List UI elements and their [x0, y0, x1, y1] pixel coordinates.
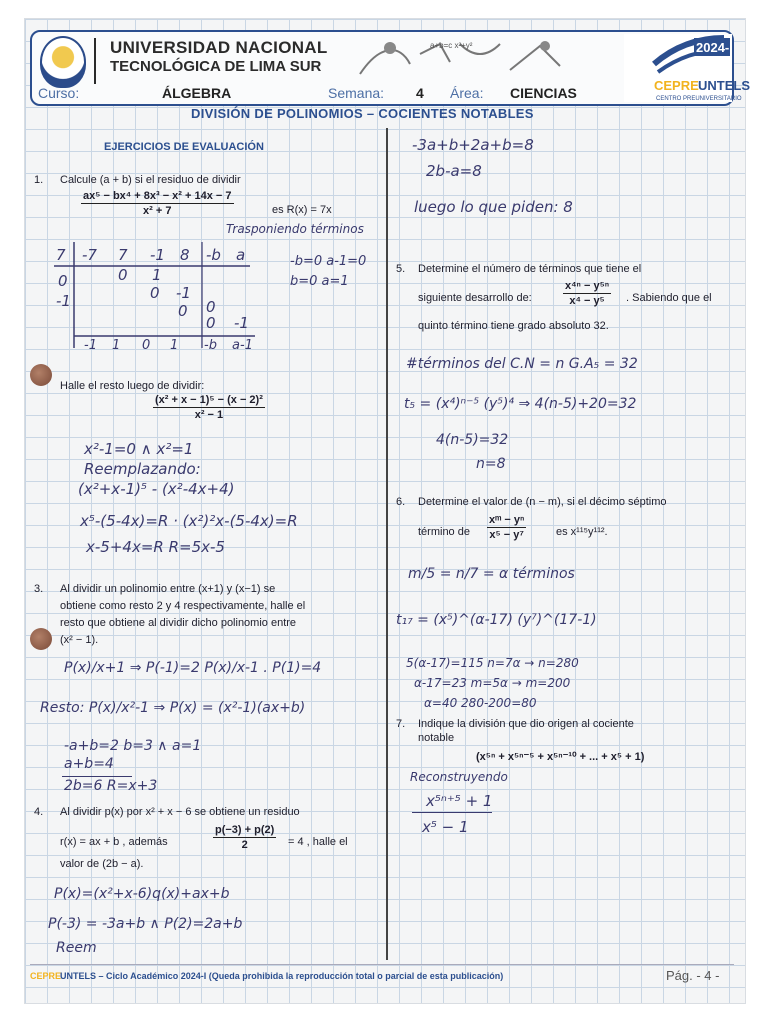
- page-footer: [30, 964, 734, 988]
- frac-den: x⁵ − y⁷: [489, 529, 524, 541]
- problem-6-line2a: término de: [418, 526, 470, 538]
- svg-text:a+b=c x²+y²: a+b=c x²+y²: [430, 41, 473, 50]
- problem-7-line1: Indique la división que dio origen al cociente: [418, 718, 634, 730]
- hw-p2-line: x-5+4x=R R=5x-5: [86, 538, 225, 556]
- course-info-row: [32, 84, 632, 104]
- footer-brand-prefix: CEPRE: [30, 971, 62, 981]
- hw-p2-line: Reemplazando:: [84, 460, 201, 478]
- frac-num: (x² + x − 1)⁵ − (x − 2)²: [155, 394, 263, 406]
- frac-num: ax⁵ − bx⁴ + 8x³ − x² + 14x − 7: [83, 190, 232, 202]
- hw-p6-line: m/5 = n/7 = α términos: [408, 566, 575, 582]
- footer-text: UNTELS – Ciclo Académico 2024-I (Queda prohibida la reproducción total o parcial de esta publicación): [60, 971, 504, 981]
- horner-cell: 0: [206, 314, 216, 332]
- hw-p4-line: Reem: [56, 940, 97, 956]
- problem-1-text: Calcule (a + b) si el residuo de dividir: [60, 174, 241, 186]
- area-value: CIENCIAS: [510, 85, 577, 101]
- hw-p3-line: Resto: P(x)/x²-1 ⇒ P(x) = (x²-1)(ax+b): [40, 700, 306, 716]
- university-name-line2: TECNOLÓGICA DE LIMA SUR: [110, 58, 322, 75]
- hw-p1-eq2: b=0 a=1: [290, 274, 349, 289]
- problem-3-line: resto que obtiene al dividir dicho polinomio entre: [60, 617, 297, 629]
- hw-right-line: -3a+b+2a+b=8: [412, 136, 534, 154]
- problem-4-number: 4.: [34, 806, 44, 818]
- horner-result: a-1: [232, 338, 253, 353]
- horner-cell: -1: [234, 314, 249, 332]
- frac-num: xᵐ − yⁿ: [489, 514, 525, 526]
- svg-text:CEPRE: CEPRE: [654, 78, 699, 93]
- hw-p1-eq1: -b=0 a-1=0: [290, 254, 367, 269]
- hw-p7-denominator: x⁵ − 1: [422, 818, 469, 836]
- problem-5-number: 5.: [396, 263, 406, 275]
- header-divider: [94, 38, 96, 84]
- hw-p3-line: -a+b=2 b=3 ∧ a=1: [64, 738, 202, 754]
- problem-6-line1: Determine el valor de (n − m), si el décimo séptimo: [418, 496, 667, 508]
- hw-p6-line: α=40 280-200=80: [424, 696, 537, 710]
- frac-den: 2: [241, 839, 248, 851]
- frac-num: x⁴ⁿ − y⁵ⁿ: [565, 280, 610, 292]
- hw-p5-line: 4(n-5)=32: [436, 432, 509, 448]
- math-sketch-illustration: [350, 34, 590, 80]
- problem-3-number: 3.: [34, 583, 44, 595]
- page-number: Pág. - 4 -: [666, 968, 720, 983]
- hw-p3-line: P(x)/x+1 ⇒ P(-1)=2 P(x)/x-1 . P(1)=4: [64, 660, 322, 676]
- problem-5-line3: quinto término tiene grado absoluto 32.: [418, 320, 609, 332]
- horner-cell: 7: [118, 246, 128, 264]
- hw-p4-line: P(x)=(x²+x-6)q(x)+ax+b: [54, 886, 230, 902]
- problem-5-fraction: [560, 280, 614, 307]
- course-label: Curso:: [38, 85, 80, 101]
- frac-den: x² + 7: [143, 205, 172, 217]
- horner-result: -1: [84, 338, 97, 353]
- problem-4-line2b: = 4 , halle el: [288, 836, 348, 848]
- problem-1-number: 1.: [34, 174, 44, 186]
- hw-p7-line: Reconstruyendo: [410, 770, 508, 784]
- horner-cell: -b: [206, 246, 221, 264]
- problem-4-line2a: r(x) = ax + b , además: [60, 836, 168, 848]
- problem-5-line2b: . Sabiendo que el: [626, 292, 712, 304]
- problem-7-number: 7.: [396, 718, 406, 730]
- problem-2-text: Halle el resto luego de dividir:: [60, 380, 205, 392]
- week-value: 4: [416, 85, 424, 101]
- problem-5-line1: Determine el número de términos que tiene el: [418, 263, 642, 275]
- horner-cell: 0: [150, 284, 160, 302]
- horner-cell: -1: [176, 284, 191, 302]
- hw-p2-line: x²-1=0 ∧ x²=1: [84, 440, 194, 458]
- hw-p6-line: α-17=23 m=5α → m=200: [414, 676, 571, 690]
- problem-5-line2a: siguiente desarrollo de:: [418, 292, 532, 304]
- header-banner: [30, 30, 750, 106]
- frac-den: x² − 1: [194, 409, 224, 421]
- problem-7-line2: notable: [418, 732, 455, 744]
- horner-result: 1: [112, 338, 121, 353]
- horner-cell: -1: [150, 246, 165, 264]
- horner-cell: 0: [178, 302, 188, 320]
- hw-p3-line: a+b=4: [64, 756, 114, 772]
- horner-cell: 0: [206, 298, 216, 316]
- hw-right-line: 2b-a=8: [426, 162, 482, 180]
- problem-1-fraction: [78, 190, 237, 217]
- hole-punch-dot: [30, 628, 52, 650]
- horner-cell: -1: [56, 292, 71, 310]
- document-title: DIVISIÓN DE POLINOMIOS – COCIENTES NOTABLES: [191, 106, 534, 121]
- horner-result: 0: [142, 338, 151, 353]
- hw-p7-numerator: x⁵ⁿ⁺⁵ + 1: [426, 792, 493, 810]
- problem-3-line: Al dividir un polinomio entre (x+1) y (x−1) se: [60, 583, 276, 595]
- hw-p2-line: x⁵-(5-4x)=R · (x²)²x-(5-4x)=R: [80, 512, 298, 530]
- horner-cell: 8: [180, 246, 190, 264]
- svg-text:CENTRO PREUNIVERSITARIO: CENTRO PREUNIVERSITARIO: [656, 96, 742, 102]
- problem-4-line3: valor de (2b − a).: [60, 858, 144, 870]
- hw-p2-line: (x²+x-1)⁵ - (x²-4x+4): [78, 480, 235, 498]
- problem-6-number: 6.: [396, 496, 406, 508]
- hw-p5-line: t₅ = (x⁴)ⁿ⁻⁵ (y⁵)⁴ ⇒ 4(n-5)+20=32: [404, 396, 637, 412]
- horner-result: -b: [204, 338, 217, 353]
- problem-6-fraction: [484, 514, 529, 541]
- problem-7-expression: (x⁵ⁿ + x⁵ⁿ⁻⁵ + x⁵ⁿ⁻¹⁰ + ... + x⁵ + 1): [476, 751, 645, 763]
- horner-result: 1: [170, 338, 179, 353]
- problem-6-line2b: es x¹¹⁵y¹¹².: [556, 526, 608, 538]
- course-value: ÁLGEBRA: [162, 85, 232, 101]
- hole-punch-dot: [30, 364, 52, 386]
- problem-4-fraction: [210, 824, 279, 851]
- svg-text:2024-I: 2024-I: [696, 40, 733, 55]
- area-label: Área:: [450, 85, 484, 101]
- fraction-bar: [412, 812, 492, 813]
- column-divider: [386, 128, 388, 960]
- horner-cell: 0: [118, 266, 128, 284]
- exam-sheet: [24, 18, 746, 1004]
- frac-den: x⁴ − y⁵: [569, 295, 605, 307]
- horner-cell: -7: [82, 246, 97, 264]
- week-label: Semana:: [328, 85, 385, 101]
- hw-right-line: luego lo que piden: 8: [414, 198, 573, 216]
- hw-p1-note: Trasponiendo términos: [226, 222, 364, 236]
- cepre-untels-logo: [624, 34, 750, 102]
- problem-4-line1: Al dividir p(x) por x² + x − 6 se obtiene un residuo: [60, 806, 300, 818]
- svg-text:UNTELS: UNTELS: [698, 78, 750, 93]
- horner-cell: 0: [58, 272, 68, 290]
- section-title: EJERCICIOS DE EVALUACIÓN: [104, 141, 264, 153]
- problem-3-line: (x² − 1).: [60, 634, 99, 646]
- frac-num: p(−3) + p(2): [215, 824, 275, 836]
- university-name-line1: UNIVERSIDAD NACIONAL: [110, 38, 328, 57]
- horner-cell: a: [236, 246, 246, 264]
- problem-1-tail: es R(x) = 7x: [272, 204, 332, 216]
- problem-2-fraction: [150, 394, 268, 421]
- hw-p6-line: 5(α-17)=115 n=7α → n=280: [406, 656, 579, 670]
- hw-p6-line: t₁₇ = (x⁵)^(α-17) (y⁷)^(17-1): [396, 612, 597, 628]
- university-crest-icon: [40, 36, 86, 88]
- hw-p3-line: 2b=6 R=x+3: [64, 778, 158, 794]
- sum-line: [62, 776, 132, 777]
- horner-cell: 1: [152, 266, 162, 284]
- horner-divisor-7: 7: [56, 246, 66, 264]
- hw-p4-line: P(-3) = -3a+b ∧ P(2)=2a+b: [48, 916, 243, 932]
- hw-p5-line: n=8: [476, 456, 506, 472]
- problem-3-line: obtiene como resto 2 y 4 respectivamente, halle el: [60, 600, 306, 612]
- hw-p5-line: #términos del C.N = n G.A₅ = 32: [406, 356, 638, 372]
